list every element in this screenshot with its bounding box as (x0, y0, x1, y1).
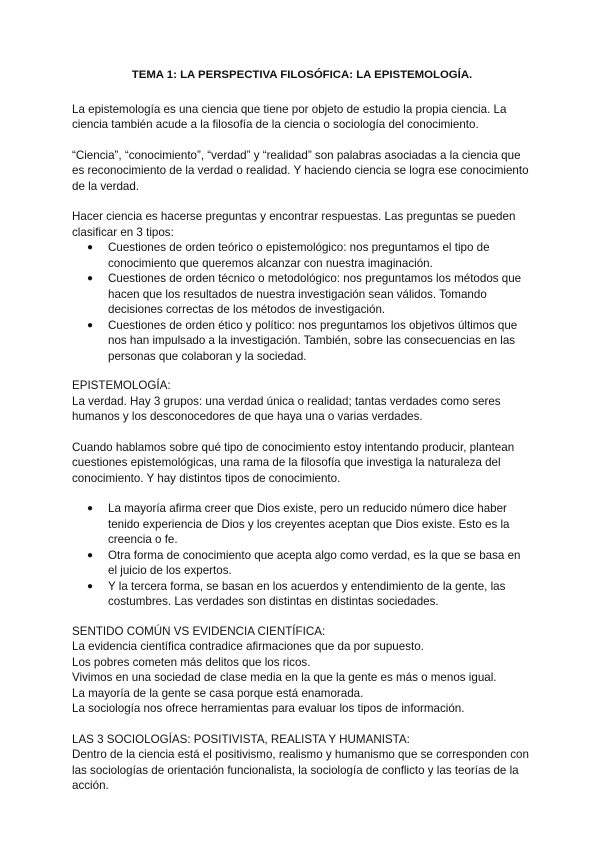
bullet-icon: ● (87, 242, 94, 253)
section-heading-sentido-comun: SENTIDO COMÚN VS EVIDENCIA CIENTÍFICA: (72, 624, 326, 638)
list-item: ● Cuestiones de orden ético y político: nos preguntamos los objetivos últimos que nos han impulsado a la investigación. También, sobre las consecuencias en las personas que colaboran y la sociedad. (87, 318, 518, 363)
paragraph-epistemology-definition: La epistemología es una ciencia que tiene por objeto de estudio la propia ciencia. La ciencia también acude a la filosofía de la ciencia o sociología del conocimiento. (72, 102, 507, 131)
list-item: ● Otra forma de conocimiento que acepta algo como verdad, es la que se basa en el juicio de los expertos. (87, 548, 521, 577)
bullet-icon: ● (87, 549, 94, 561)
text-line: La evidencia científica contradice afirmaciones que da por supuesto. (72, 640, 424, 653)
list-item: ● Cuestiones de orden técnico o metodológico: nos preguntamos los métodos que hacen que los resultados de nuestra investigación sean válidos. Tomando decisiones correctas de los métodos de investigación. (87, 272, 522, 316)
paragraph-science-terms: “Ciencia”, “conocimiento”, “verdad” y “realidad” son palabras asociadas a la ciencia que es reconocimiento de la verdad o realidad. Y haciendo ciencia se logra ese conocimiento de la verdad. (72, 148, 529, 193)
text-line: La sociología nos ofrece herramientas para evaluar los tipos de información. (72, 702, 465, 715)
bullet-icon: ● (87, 503, 94, 514)
bullet-icon: ● (87, 273, 94, 284)
list-item: ● La mayoría afirma creer que Dios existe, pero un reducido número dice haber tenido experiencia de Dios y los creyentes aceptan que Dios existe. Esto es la creencia o fe. (87, 502, 510, 546)
text-line: La mayoría de la gente se casa porque está enamorada. (72, 686, 364, 700)
document-page (72, 68, 532, 794)
list-item: ● Y la tercera forma, se basan en los acuerdos y entendimiento de la gente, las costumbres. Las verdades son distintas en distintas sociedades. (87, 579, 506, 608)
section-heading-sociologias: LAS 3 SOCIOLOGÍAS: POSITIVISTA, REALISTA Y HUMANISTA: (72, 732, 410, 746)
bullet-icon: ● (87, 580, 94, 592)
paragraph-questions-intro: Hacer ciencia es hacerse preguntas y encontrar respuestas. Las preguntas se pueden clasificar en 3 tipos: (72, 210, 516, 239)
question-types-list (72, 240, 532, 364)
bullet-icon: ● (87, 319, 94, 331)
text-line: Vivimos en una sociedad de clase media en la que la gente es más o menos igual. (72, 671, 497, 684)
section-heading-epistemologia: EPISTEMOLOGÍA: (72, 379, 171, 392)
knowledge-forms-list (72, 501, 532, 610)
paragraph-truth-groups: La verdad. Hay 3 grupos: una verdad única o realidad; tantas verdades como seres humanos y los desconocedores de que haya una o varias verdades. (72, 394, 501, 423)
list-item: ● Cuestiones de orden teórico o epistemológico: nos preguntamos el tipo de conocimiento que queremos alcanzar con nuestra imaginación. (87, 241, 490, 270)
text-line: Los pobres cometen más delitos que los ricos. (72, 655, 311, 669)
document-title: TEMA 1: LA PERSPECTIVA FILOSÓFICA: LA EPISTEMOLOGÍA. (131, 69, 473, 81)
paragraph-sociologies: Dentro de la ciencia está el positivismo, realismo y humanismo que se corresponden con las sociologías de orientación funcionalista, la sociología de conflicto y las teorías de la acción. (72, 748, 529, 792)
paragraph-knowledge-types: Cuando hablamos sobre qué tipo de conocimiento estoy intentando producir, plantean cuestiones epistemológicas, una rama de la filosofía que investiga la naturaleza del conocimiento. Y hay distintos tipos de conocimiento. (72, 440, 515, 485)
section-common-sense (72, 624, 532, 717)
